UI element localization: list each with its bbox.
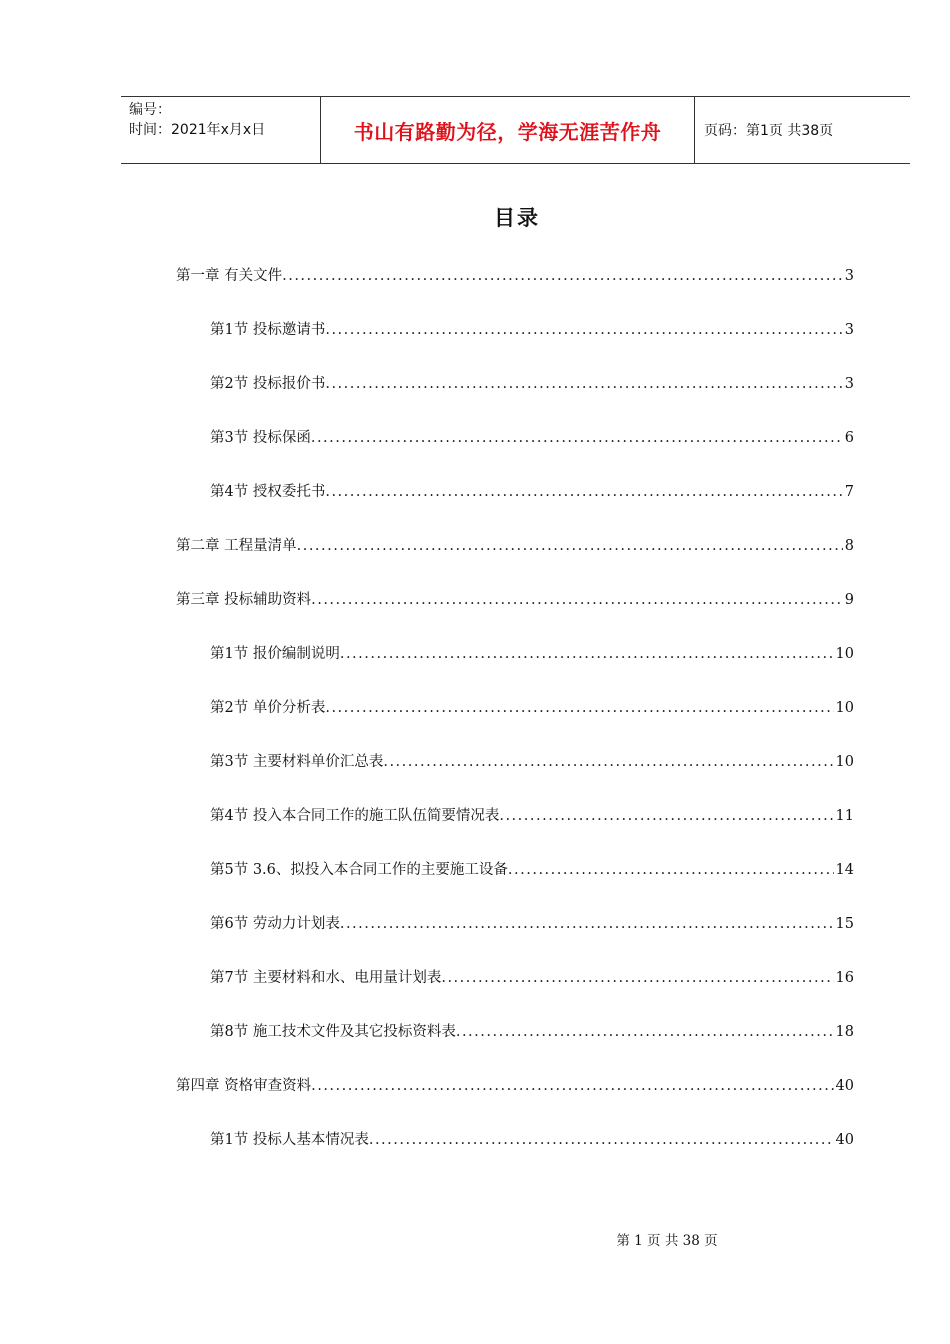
toc-entry[interactable]: [210, 966, 854, 990]
toc-entry-label: 第8节 施工技术文件及其它投标资料表: [210, 1024, 456, 1040]
toc-entry-label: 第1节 投标邀请书: [210, 322, 326, 338]
toc-dot-leader: [325, 372, 842, 396]
toc-entry-label: 第5节 3.6、拟投入本合同工作的主要施工设备: [210, 862, 508, 878]
toc-dot-leader: [383, 750, 833, 774]
toc-entry[interactable]: [210, 696, 854, 720]
toc-dot-leader: [311, 426, 843, 450]
toc-entry-page: 7: [844, 484, 854, 500]
toc-entry[interactable]: [210, 480, 854, 504]
toc-entry-page: 14: [835, 862, 854, 878]
toc-dot-leader: [499, 804, 833, 828]
toc-dot-leader: [340, 912, 834, 936]
toc-dot-leader: [311, 1074, 833, 1098]
toc-entry-page: 11: [835, 808, 854, 824]
toc-dot-leader: [297, 534, 843, 558]
toc-entry-page: 18: [835, 1024, 854, 1040]
toc-entry-label: 第6节 劳动力计划表: [210, 916, 340, 932]
toc-dot-leader: [325, 480, 842, 504]
document-number-label: 编号：: [129, 102, 171, 118]
header-page-info: 页码：第1页 共38页: [704, 123, 834, 139]
toc-dot-leader: [369, 1128, 834, 1152]
toc-entry-page: 6: [844, 430, 854, 446]
toc-entry-page: 40: [835, 1132, 854, 1148]
toc-entry[interactable]: [210, 642, 854, 666]
toc-entry-page: 3: [844, 322, 854, 338]
toc-entry-label: 第3节 主要材料单价汇总表: [210, 754, 384, 770]
toc-dot-leader: [325, 318, 842, 342]
toc-entry-label: 第1节 投标人基本情况表: [210, 1132, 369, 1148]
toc-entry-label: 第2节 单价分析表: [210, 700, 326, 716]
toc-entry-label: 第1节 报价编制说明: [210, 646, 340, 662]
toc-entry[interactable]: [210, 804, 854, 828]
toc-entry[interactable]: [210, 750, 854, 774]
toc-entry-label: 第4节 授权委托书: [210, 484, 326, 500]
toc-entry[interactable]: [176, 534, 854, 558]
toc-entry-label: 第2节 投标报价书: [210, 376, 326, 392]
toc-entry-label: 第7节 主要材料和水、电用量计划表: [210, 970, 442, 986]
toc-entry-page: 16: [835, 970, 854, 986]
toc-entry-page: 15: [835, 916, 854, 932]
toc-dot-leader: [508, 858, 834, 882]
toc-entry-page: 40: [835, 1078, 854, 1094]
page-footer: 第 1 页 共 38 页: [616, 1233, 718, 1249]
toc-entry-page: 10: [835, 754, 854, 770]
toc-entry-label: 第三章 投标辅助资料: [176, 592, 312, 608]
toc-entry-label: 第3节 投标保函: [210, 430, 311, 446]
toc-dot-leader: [441, 966, 833, 990]
toc-entry[interactable]: [210, 426, 854, 450]
toc-entry[interactable]: [176, 588, 854, 612]
toc-entry[interactable]: [210, 318, 854, 342]
toc-entry-label: 第二章 工程量清单: [176, 538, 297, 554]
page-header: [121, 96, 910, 164]
toc-entry-page: 3: [844, 376, 854, 392]
header-info-cell: [121, 97, 321, 163]
toc-dot-leader: [340, 642, 834, 666]
toc-entry-label: 第4节 投入本合同工作的施工队伍简要情况表: [210, 808, 500, 824]
toc-entry[interactable]: [176, 264, 854, 288]
toc-dot-leader: [325, 696, 833, 720]
document-time-label: 时间：2021年x月x日: [129, 122, 266, 138]
toc-entry-label: 第一章 有关文件: [176, 268, 283, 284]
toc-dot-leader: [282, 264, 843, 288]
toc-entry-page: 10: [835, 700, 854, 716]
toc-entry[interactable]: [210, 1128, 854, 1152]
toc-entry[interactable]: [210, 858, 854, 882]
toc-entry[interactable]: [176, 1074, 854, 1098]
toc-entry[interactable]: [210, 1020, 854, 1044]
toc-entry-page: 3: [844, 268, 854, 284]
toc-entry-label: 第四章 资格审查资料: [176, 1078, 312, 1094]
toc-entry-page: 9: [844, 592, 854, 608]
toc-entry-page: 10: [835, 646, 854, 662]
toc-dot-leader: [456, 1020, 834, 1044]
page-title: 目录: [494, 206, 540, 230]
toc-entry-page: 8: [844, 538, 854, 554]
toc-entry[interactable]: [210, 372, 854, 396]
toc-dot-leader: [311, 588, 843, 612]
header-motto: 书山有路勤为径，学海无涯苦作舟: [321, 97, 695, 163]
toc-entry[interactable]: [210, 912, 854, 936]
